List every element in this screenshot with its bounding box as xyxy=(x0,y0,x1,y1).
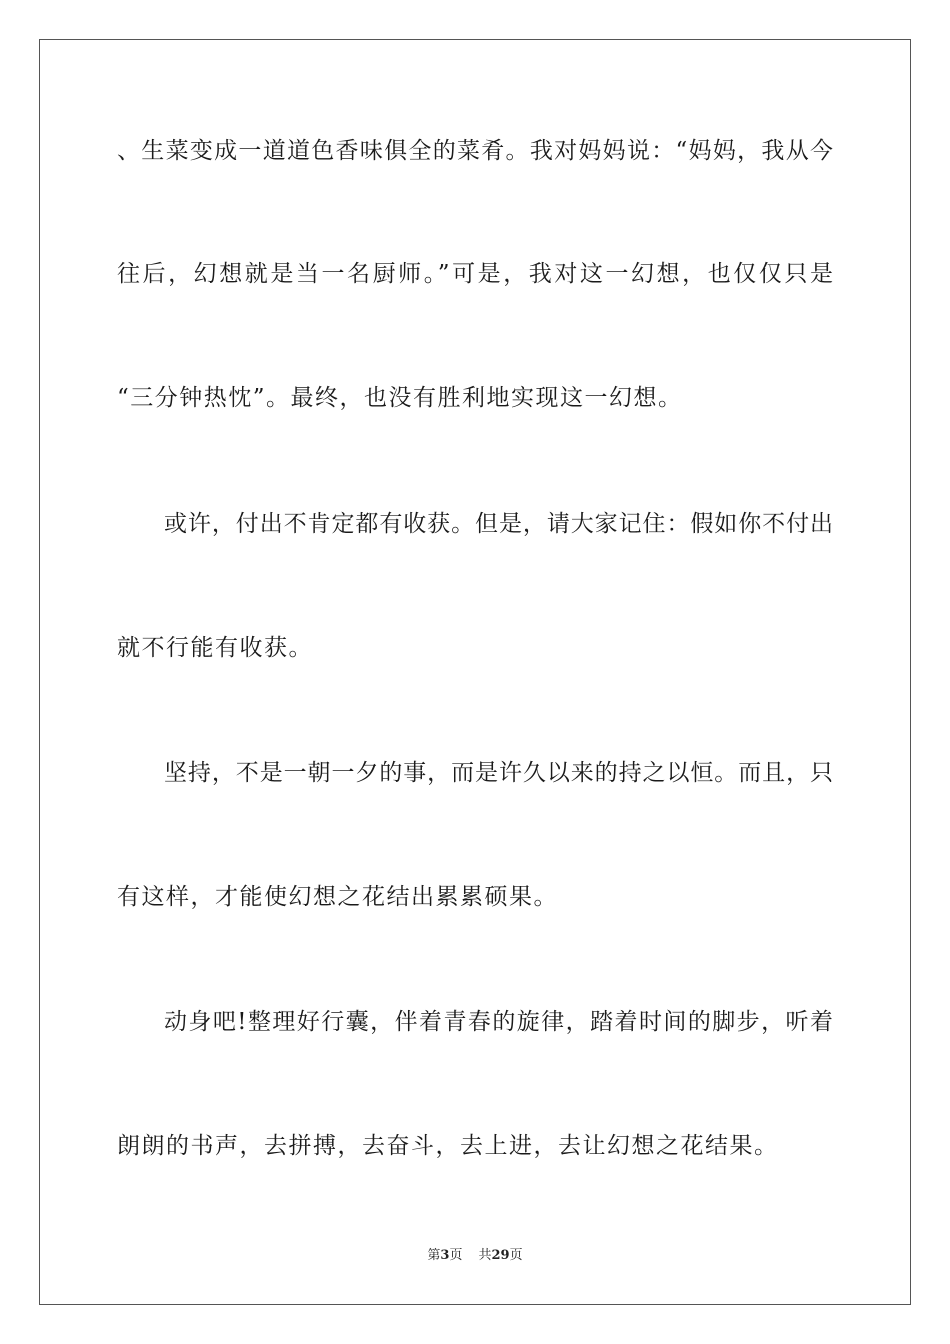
text-line-5: 就不行能有收获。 xyxy=(117,635,313,661)
page-border xyxy=(39,39,911,1305)
text-line-8: 动身吧!整理好行囊，伴着青春的旋律，踏着时间的脚步，听着 xyxy=(164,1009,833,1035)
footer-total-suffix: 页 xyxy=(509,1248,523,1263)
footer-page-suffix: 页 xyxy=(449,1248,463,1263)
text-line-6: 坚持，不是一朝一夕的事，而是许久以来的持之以恒。而且，只 xyxy=(164,760,833,786)
text-line-4: 或许，付出不肯定都有收获。但是，请大家记住：假如你不付出 xyxy=(164,511,833,537)
footer-current-page: 3 xyxy=(440,1248,450,1263)
text-line-1: 、生菜变成一道道色香味俱全的菜肴。我对妈妈说：“妈妈，我从今 xyxy=(117,138,833,164)
text-line-7: 有这样，才能使幻想之花结出累累硕果。 xyxy=(117,884,558,910)
text-line-2: 往后，幻想就是当一名厨师。”可是，我对这一幻想，也仅仅只是 xyxy=(117,261,833,287)
text-line-9: 朗朗的书声，去拼搏，去奋斗，去上进，去让幻想之花结果。 xyxy=(117,1133,779,1159)
text-line-3: “三分钟热忱”。最终，也没有胜利地实现这一幻想。 xyxy=(117,385,683,411)
page-footer xyxy=(0,1247,950,1265)
footer-total-pages: 29 xyxy=(491,1248,510,1263)
footer-page-prefix: 第 xyxy=(427,1248,441,1263)
footer-total-prefix: 共 xyxy=(478,1248,492,1263)
